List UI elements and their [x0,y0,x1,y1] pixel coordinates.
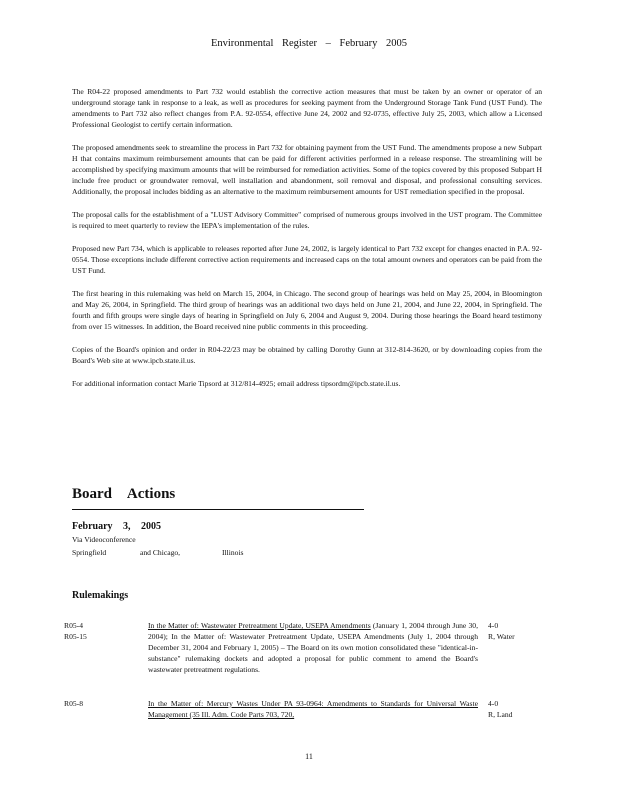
section-divider [72,509,364,510]
paragraph: For additional information contact Marie Tipsord at 312/814-4925; email address tipsordm@ipcb.state.il.us. [72,379,401,388]
vote-count: 4-0 [488,699,499,708]
meeting-via: Via Videoconference [72,535,136,544]
vote-count: 4-0 [488,621,499,630]
running-header: Environmental Register – February 2005 [210,38,408,49]
paragraph: The proposed amendments seek to streamline the process in Part 732 for obtaining payment from the UST Fund. The amendments propose a new Subpart H that contains maximum reimbursement amounts that can be paid for different activities performed in a release response. The streamlining will be accomplished by specifying maximum amounts that will be reimbursed for remediation activities. Some of the topics covered by this proposed Subpart H include free product or groundwater removal, well installation and abandonment, soil removal and disposal, and professional consulting services. Additionally, the proposal includes bidding as an alternative to the maximum reimbursement amounts for UST remediation specified in the proposal. [72,143,542,196]
vote-category: R, Land [488,710,513,719]
paragraph: The proposal calls for the establishment of a "LUST Advisory Committee" comprised of numerous groups involved in the UST program. The Committee is required to meet quarterly to review the IEPA's implementation of the rules. [72,210,542,230]
docket-number: R05-4 [64,621,83,630]
paragraph: The R04-22 proposed amendments to Part 732 would establish the corrective action measures that must be taken by an owner or operator of an underground storage tank in response to a leak, as well as procedures for seeking payment from the Underground Storage Tank Fund (UST Fund). The amendments to Part 732 also reflect changes from P.A. 92-0554, effective June 24, 2002 and 92-0735, effective July 25, 2003, which allow a Licensed Professional Geologist to certify certain information. [72,87,542,129]
docket-number: R05-8 [64,699,83,708]
docket-numbers [64,620,134,642]
docket-numbers [64,698,134,709]
paragraph: The first hearing in this rulemaking was held on March 15, 2004, in Chicago. The second group of hearings was held on May 25, 2004, in Bloomington and May 26, 2004, in Springfield. The third group of hearings was an additional two days held on June 21, 2004, and June 22, 2004, in Springfield. The fourth and fifth groups were single days of hearing in Springfield on July 6, 2004 and August 9, 2004. During those hearings the Board heard testimony from over 15 witnesses. In addition, the Board received nine public comments in this proceeding. [72,289,542,331]
paragraph: Proposed new Part 734, which is applicable to releases reported after June 24, 2002, is largely identical to Part 732 except for changes enacted in P.A. 92-0554. Those exceptions include different corrective action requirements and increased caps on the total amount owners and operators can be paid from the UST Fund. [72,244,542,275]
case-title: In the Matter of: Mercury Wastes Under PA 93-0964: Amendments to Standards for Universal Waste Management (35 Ill. Adm. Code Parts 703, 720, [148,699,478,719]
location-chicago: and Chicago, [140,548,181,557]
subsection-title: Rulemakings [72,590,129,601]
vote-category: R, Water [488,632,515,641]
vote-info [488,620,548,642]
section-title: Board Actions [72,486,176,502]
paragraph: Copies of the Board's opinion and order in R04-22/23 may be obtained by calling Dorothy Gunn at 312-814-3620, or by downloading copies from the Board's Web site at www.ipcb.state.il.us. [72,345,542,365]
meeting-date: February 3, 2005 [72,521,162,532]
page-number: 11 [305,752,313,761]
rulemaking-description [148,698,478,720]
case-title: In the Matter of: Wastewater Pretreatment Update, USEPA Amendments [148,621,371,630]
body-text [72,86,542,401]
docket-number: R05-15 [64,632,87,641]
meeting-info [72,520,244,559]
location-illinois: Illinois [222,548,244,557]
vote-info [488,698,548,720]
location-springfield: Springfield [72,548,107,557]
meeting-location [72,546,244,559]
rulemaking-description [148,620,478,675]
case-summary: (January 1, 2004 through June 30, 2004); In the Matter of: Wastewater Pretreatment Update, USEPA Amendments (July 1, 2004 through December 31, 2004 and February 1, 2005) – The Board on its own motion consolidated these "identical-in-substance" rulemaking dockets and adopted a proposal for public comment to amend the Board's wastewater pretreatment regulations. [148,621,478,674]
